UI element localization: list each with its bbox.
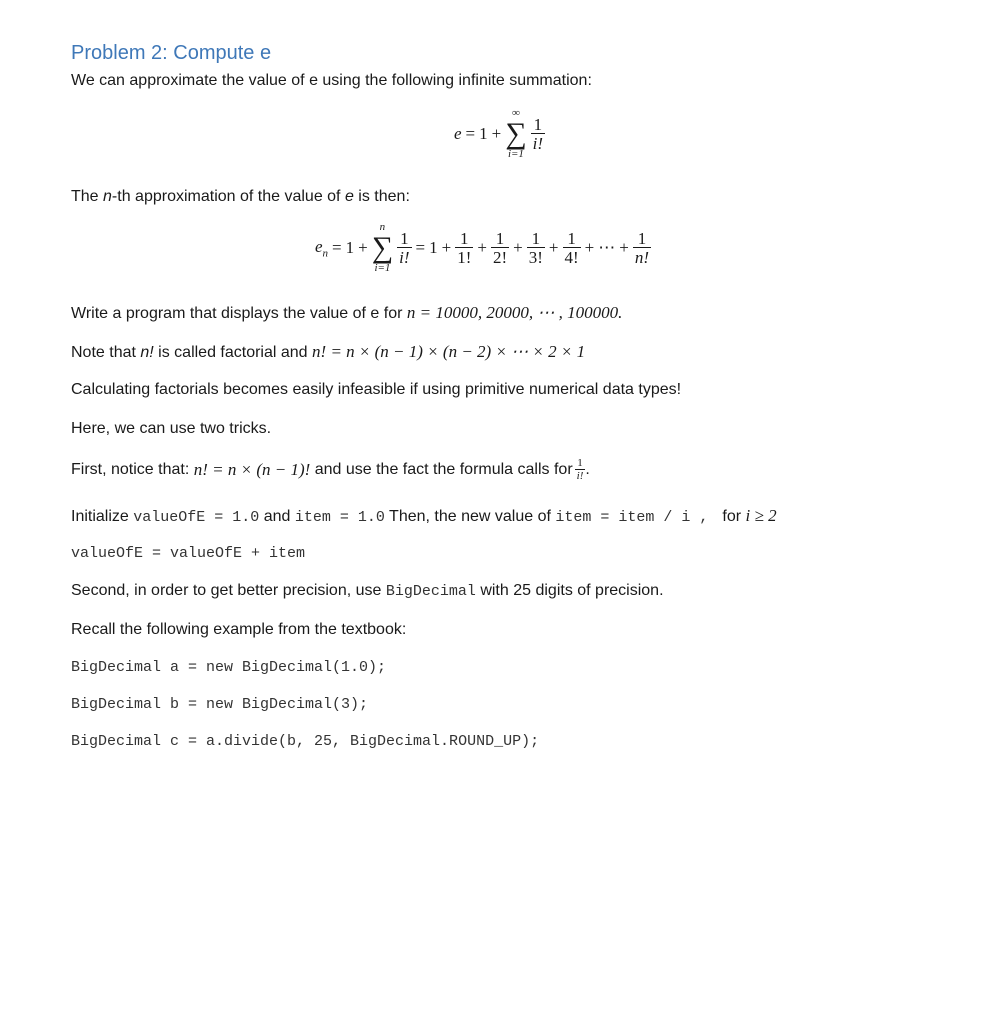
- eq1-sum-upper: ∞: [512, 107, 520, 119]
- note-math: n! = n × (n − 1) × (n − 2) × ⋯ × 2 × 1: [312, 342, 586, 361]
- first-mid: and use the fact the formula calls for: [310, 461, 573, 478]
- tricks-text: Here, we can use two tricks.: [71, 420, 272, 437]
- write-program-pre: Write a program that displays the value of e for: [71, 305, 407, 322]
- code-line: BigDecimal c = a.divide(b, 25, BigDecimal.ROUND_UP);: [71, 733, 540, 750]
- eq2-plus-f: +: [619, 238, 629, 257]
- nth-e: e: [344, 188, 354, 205]
- intro-text: We can approximate the value of e using the following infinite summation:: [71, 72, 592, 89]
- init-code-item: item = 1.0: [294, 509, 385, 526]
- first-frac: [575, 458, 586, 482]
- eq2-plus-c: +: [513, 238, 523, 257]
- eq2-lhs-sub: n: [322, 247, 329, 260]
- eq1-term-den: i!: [532, 134, 544, 153]
- eq2-plus-a: +: [441, 238, 452, 257]
- factorial-note: [71, 342, 585, 362]
- first-math: n! = n × (n − 1)!: [193, 460, 311, 479]
- first-trick-text: [71, 458, 590, 482]
- eq1-term: [531, 116, 545, 152]
- first-frac-den: i!: [576, 470, 584, 482]
- eq2-frac-1-num: 1: [460, 229, 469, 248]
- note-mid: is called factorial and: [153, 344, 313, 361]
- eq1-equals: =: [465, 124, 476, 143]
- eq2-frac-4-den: 4!: [564, 248, 579, 267]
- eq2-sum-upper: n: [379, 221, 386, 233]
- eq2-term: [397, 230, 411, 266]
- first-post: .: [585, 461, 590, 478]
- eq2-frac-4-num: 1: [567, 229, 576, 248]
- nth-n: n: [103, 188, 112, 205]
- note-pre: Note that: [71, 344, 141, 361]
- write-program-text: [71, 303, 622, 323]
- init-pre: Initialize: [71, 508, 134, 525]
- eq2-frac-2-den: 2!: [492, 248, 508, 267]
- eq2-sum-lower: i=1: [374, 262, 391, 274]
- second-trick-text: [71, 582, 664, 600]
- eq2-lhs: [315, 237, 328, 259]
- code-line: BigDecimal b = new BigDecimal(3);: [71, 696, 369, 713]
- eq1-lhs: e: [454, 124, 462, 143]
- eq2-plus-b: +: [477, 238, 487, 257]
- nth-pre: The: [71, 188, 104, 205]
- sigma-icon: ∑: [505, 117, 527, 150]
- eq2-term-num: 1: [400, 229, 409, 248]
- eq2-equals: =: [332, 238, 342, 257]
- eq2-lhs-e: e: [315, 236, 323, 256]
- nth-post: is then:: [353, 188, 410, 205]
- write-program-math: n = 10000, 20000, ⋯ , 100000.: [406, 303, 623, 322]
- eq2-frac-last-num: 1: [637, 229, 647, 248]
- eq2-one2: 1: [429, 238, 438, 257]
- eq2-plus-e: +: [584, 238, 595, 257]
- eq2-sum: [372, 222, 393, 274]
- sigma-icon: ∑: [371, 231, 394, 264]
- nth-approx-text: [71, 188, 410, 206]
- note-nfact: n!: [140, 344, 154, 361]
- equation-e-infinite-sum: [452, 108, 547, 160]
- eq1-one: 1: [479, 124, 488, 143]
- first-pre: First, notice that:: [71, 461, 194, 478]
- eq1-sum: [505, 108, 526, 160]
- eq2-frac-3-den: 3!: [528, 248, 543, 267]
- eq2-frac-3-num: 1: [531, 229, 541, 248]
- first-frac-num: 1: [577, 457, 583, 469]
- init-and: and: [259, 508, 295, 525]
- eq2-term-den: i!: [399, 248, 410, 267]
- second-code: BigDecimal: [385, 583, 476, 600]
- init-code-valueofe: valueOfE = 1.0: [133, 509, 260, 526]
- eq1-term-num: 1: [533, 115, 543, 134]
- page-title: Problem 2: Compute e: [71, 42, 272, 64]
- eq2-ellipsis: ⋯: [598, 238, 616, 257]
- eq2-frac-1-den: 1!: [457, 248, 472, 267]
- update-code-line: valueOfE = valueOfE + item: [71, 545, 306, 562]
- eq2-plus-d: +: [548, 238, 559, 257]
- eq2-frac-last: [633, 230, 651, 266]
- eq2-frac-2-num: 1: [495, 229, 505, 248]
- eq2-frac-last-den: n!: [634, 248, 650, 267]
- eq2-equals2: =: [415, 238, 426, 257]
- init-then: Then, the new value of: [384, 508, 556, 525]
- eq1-plus: +: [491, 124, 502, 143]
- recall-text: Recall the following example from the textbook:: [71, 621, 407, 638]
- init-for: for: [722, 508, 746, 525]
- init-cond: i ≥ 2: [745, 506, 777, 525]
- eq2-frac-1: [455, 230, 473, 266]
- calc-warning-text: Calculating factorials becomes easily infeasible if using primitive numerical data types!: [71, 381, 682, 398]
- nth-mid: -th approximation of the value of: [111, 188, 345, 205]
- eq2-frac-3: [527, 230, 545, 266]
- init-code-update-item: item = item / i ,: [555, 509, 709, 526]
- initialize-text: [71, 506, 777, 526]
- code-line: BigDecimal a = new BigDecimal(1.0);: [71, 659, 387, 676]
- second-pre: Second, in order to get better precision, use: [71, 582, 386, 599]
- eq2-frac-4: [563, 230, 581, 266]
- equation-en-expansion: [313, 222, 653, 274]
- eq2-one: 1: [345, 238, 355, 257]
- eq1-sum-lower: i=1: [507, 148, 524, 160]
- eq2-frac-2: [491, 230, 509, 266]
- eq2-plus: +: [358, 238, 368, 257]
- second-post: with 25 digits of precision.: [475, 582, 664, 599]
